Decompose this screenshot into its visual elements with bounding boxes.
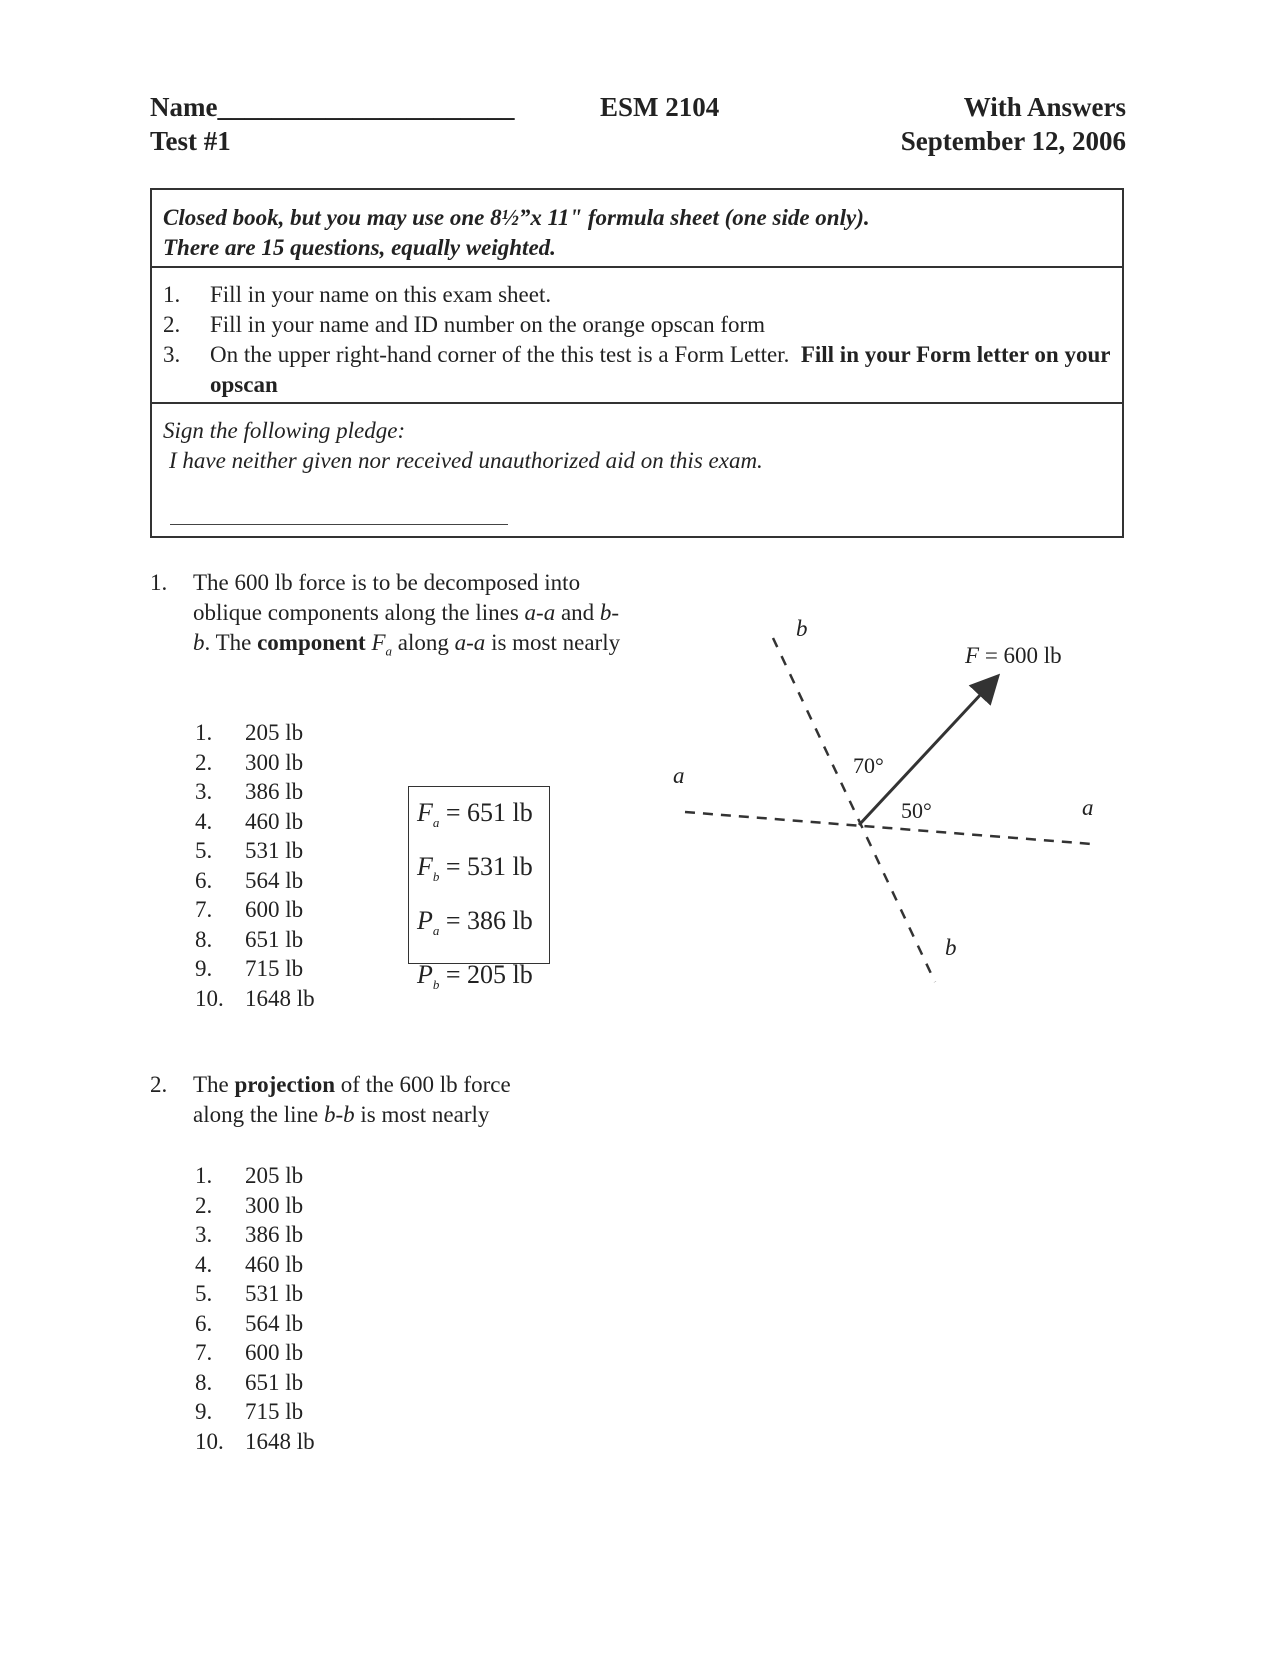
- name-blank[interactable]: ______________________: [217, 92, 515, 122]
- step-item: [163, 280, 1111, 310]
- name-label: Name: [150, 92, 218, 122]
- choice-option[interactable]: 9. 715 lb: [195, 1399, 304, 1424]
- name-field[interactable]: [150, 90, 514, 124]
- question-2: [150, 1070, 650, 1140]
- answer-row: $P_b = 205$ lb: [417, 960, 533, 992]
- line-a-label-left: a: [673, 763, 685, 788]
- choice-option[interactable]: 3. 386 lb: [195, 779, 304, 804]
- choice-option[interactable]: 5. 531 lb: [195, 838, 304, 863]
- choice-option[interactable]: 7. 600 lb: [195, 897, 304, 922]
- header-left: [150, 90, 514, 158]
- steps-section: [152, 268, 1122, 404]
- choice-option[interactable]: 1. 205 lb: [195, 1163, 304, 1188]
- choice-option[interactable]: 3. 386 lb: [195, 1222, 304, 1247]
- choice-option[interactable]: 6. 564 lb: [195, 1310, 304, 1336]
- signature-line[interactable]: [170, 524, 508, 525]
- line-b-label-bottom: b: [945, 935, 957, 960]
- choice-option[interactable]: 9. 715 lb: [195, 956, 304, 981]
- instructions-box: [150, 188, 1124, 538]
- rules-line-1: Closed book, but you may use one 8½”x 11" formula sheet (one side only).: [163, 205, 870, 230]
- choice-option[interactable]: 8. 651 lb: [195, 926, 304, 952]
- question-1: [150, 568, 650, 688]
- choice-option[interactable]: 10. 1648 lb: [195, 1428, 315, 1454]
- answer-row: $F_a = 651$ lb: [417, 798, 533, 830]
- choice-option[interactable]: 8. 651 lb: [195, 1369, 304, 1395]
- choice-option[interactable]: 10. 1648 lb: [195, 985, 315, 1011]
- step-number: 1.: [163, 282, 181, 307]
- exam-date: September 12, 2006: [900, 126, 1126, 156]
- pledge-label: Sign the following pledge:: [163, 418, 406, 443]
- line-a-a: [685, 812, 1092, 844]
- pledge-section: [152, 404, 1122, 536]
- angle-70-label: 70°: [853, 753, 884, 778]
- rules-line-2: There are 15 questions, equally weighted.: [163, 235, 556, 260]
- step-text: Fill in your name and ID number on the orange opscan form: [210, 312, 766, 337]
- choice-option[interactable]: 2. 300 lb: [195, 1192, 304, 1218]
- header-right: [800, 90, 1126, 158]
- line-b-label-top: b: [796, 616, 808, 641]
- choice-option[interactable]: 7. 600 lb: [195, 1340, 304, 1365]
- force-label: F = 600 lb: [965, 643, 1062, 668]
- answer-row: $P_a = 386$ lb: [417, 906, 533, 938]
- step-item: [163, 310, 1111, 340]
- force-diagram: [660, 600, 1120, 1000]
- choice-option[interactable]: 5. 531 lb: [195, 1281, 304, 1306]
- step-item: [163, 340, 1111, 400]
- pledge-text: I have neither given nor received unauthorized aid on this exam.: [169, 448, 763, 473]
- choice-option[interactable]: 1. 205 lb: [195, 720, 304, 745]
- choice-option[interactable]: 6. 564 lb: [195, 867, 304, 893]
- answer-row: $F_b = 531$ lb: [417, 852, 533, 884]
- step-number: 3.: [163, 342, 181, 367]
- question-text: The projection of the 600 lb force along the line b-b is most nearly: [193, 1072, 511, 1127]
- step-bold-text: Fill in your Form letter on your opscan: [210, 342, 1111, 397]
- version-label: With Answers: [963, 92, 1126, 122]
- question-1-choices: [195, 718, 355, 1013]
- question-2-choices: [195, 1161, 355, 1456]
- question-text: The 600 lb force is to be decomposed into oblique components along the lines a-a and b-b. The component $F_a$ along a-a is most nearly: [193, 570, 621, 659]
- test-number: Test #1: [150, 126, 231, 156]
- line-a-label-right: a: [1082, 795, 1094, 820]
- step-text: On the upper right-hand corner of the this test is a Form Letter.: [210, 342, 790, 367]
- course-code: ESM 2104: [600, 92, 720, 122]
- question-number: 1.: [150, 570, 168, 595]
- rules-section: [152, 190, 1122, 268]
- choice-option[interactable]: 2. 300 lb: [195, 749, 304, 775]
- angle-50-label: 50°: [901, 798, 932, 823]
- question-number: 2.: [150, 1072, 168, 1097]
- choice-option[interactable]: 4. 460 lb: [195, 1251, 304, 1277]
- step-number: 2.: [163, 312, 181, 337]
- step-text: Fill in your name on this exam sheet.: [210, 282, 552, 307]
- choice-option[interactable]: 4. 460 lb: [195, 808, 304, 834]
- answer-box: [408, 786, 550, 992]
